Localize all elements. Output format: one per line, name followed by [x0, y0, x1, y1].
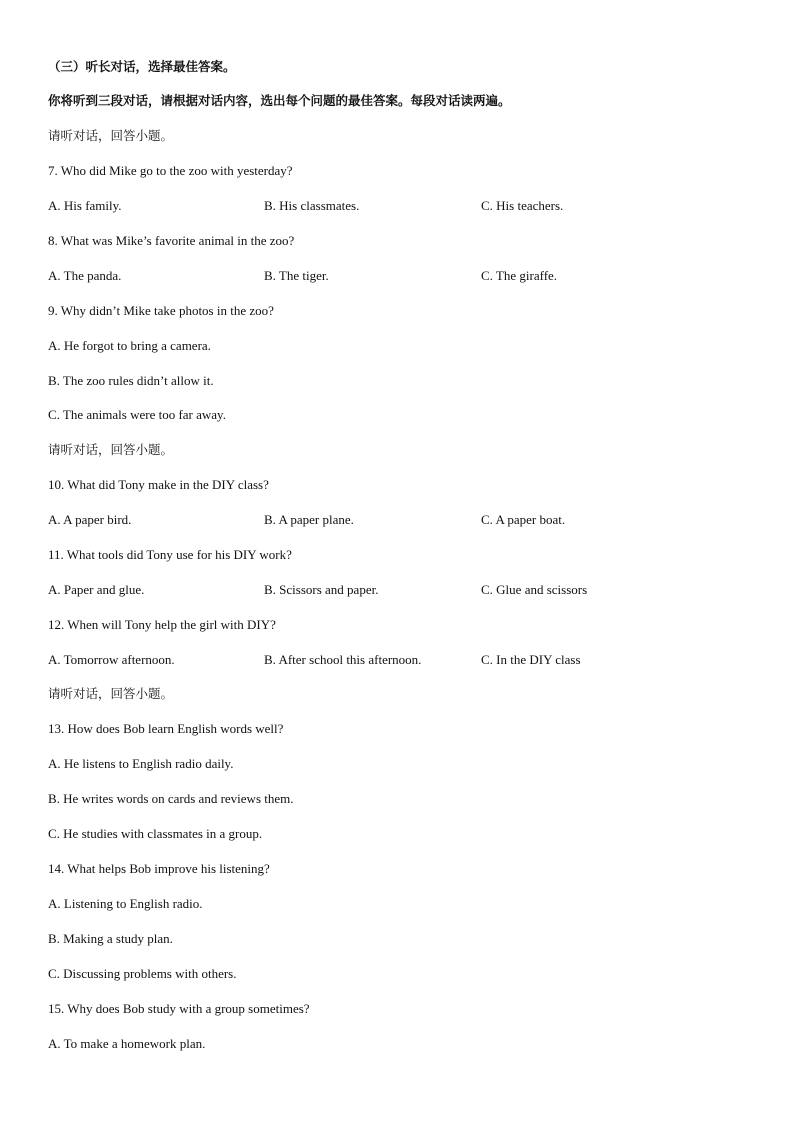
q8-option-b: B. The tiger. — [264, 268, 329, 283]
q13-option-b: B. He writes words on cards and reviews them. — [48, 791, 294, 806]
q14-option-b: B. Making a study plan. — [48, 931, 173, 946]
q9-option-b: B. The zoo rules didn’t allow it. — [48, 373, 214, 388]
question-10: 10. What did Tony make in the DIY class? — [48, 477, 269, 492]
q12-option-b: B. After school this afternoon. — [264, 652, 422, 667]
q14-option-c: C. Discussing problems with others. — [48, 966, 237, 981]
q13-option-a: A. He listens to English radio daily. — [48, 756, 234, 771]
question-8: 8. What was Mike’s favorite animal in the zoo? — [48, 233, 295, 248]
q9-option-c: C. The animals were too far away. — [48, 407, 226, 422]
q7-option-b: B. His classmates. — [264, 198, 360, 213]
q7-option-c: C. His teachers. — [481, 198, 564, 213]
q12-option-a: A. Tomorrow afternoon. — [48, 652, 175, 667]
question-11: 11. What tools did Tony use for his DIY work? — [48, 547, 292, 562]
dialogue-prompt-3: 请听对话，回答小题。 — [48, 686, 174, 701]
q10-option-b: B. A paper plane. — [264, 512, 354, 527]
q13-option-c: C. He studies with classmates in a group. — [48, 826, 263, 841]
dialogue-prompt-2: 请听对话，回答小题。 — [48, 442, 174, 457]
question-9: 9. Why didn’t Mike take photos in the zoo? — [48, 303, 274, 318]
q14-option-a: A. Listening to English radio. — [48, 896, 203, 911]
q8-option-c: C. The giraffe. — [481, 268, 558, 283]
q11-option-b: B. Scissors and paper. — [264, 582, 379, 597]
q15-option-a: A. To make a homework plan. — [48, 1036, 206, 1051]
question-7: 7. Who did Mike go to the zoo with yesterday? — [48, 163, 293, 178]
question-12: 12. When will Tony help the girl with DIY? — [48, 617, 276, 632]
q11-option-c: C. Glue and scissors — [481, 582, 588, 597]
dialogue-prompt-1: 请听对话，回答小题。 — [48, 128, 174, 143]
q9-option-a: A. He forgot to bring a camera. — [48, 338, 211, 353]
section-heading: （三）听长对话，选择最佳答案。 — [48, 59, 236, 74]
question-13: 13. How does Bob learn English words well? — [48, 721, 284, 736]
q10-option-c: C. A paper boat. — [481, 512, 566, 527]
question-14: 14. What helps Bob improve his listening? — [48, 861, 270, 876]
q7-option-a: A. His family. — [48, 198, 122, 213]
section-instruction: 你将听到三段对话，请根据对话内容，选出每个问题的最佳答案。每段对话读两遍。 — [48, 93, 511, 108]
q11-option-a: A. Paper and glue. — [48, 582, 145, 597]
q8-option-a: A. The panda. — [48, 268, 122, 283]
q12-option-c: C. In the DIY class — [481, 652, 581, 667]
q10-option-a: A. A paper bird. — [48, 512, 132, 527]
question-15: 15. Why does Bob study with a group sometimes? — [48, 1001, 310, 1016]
